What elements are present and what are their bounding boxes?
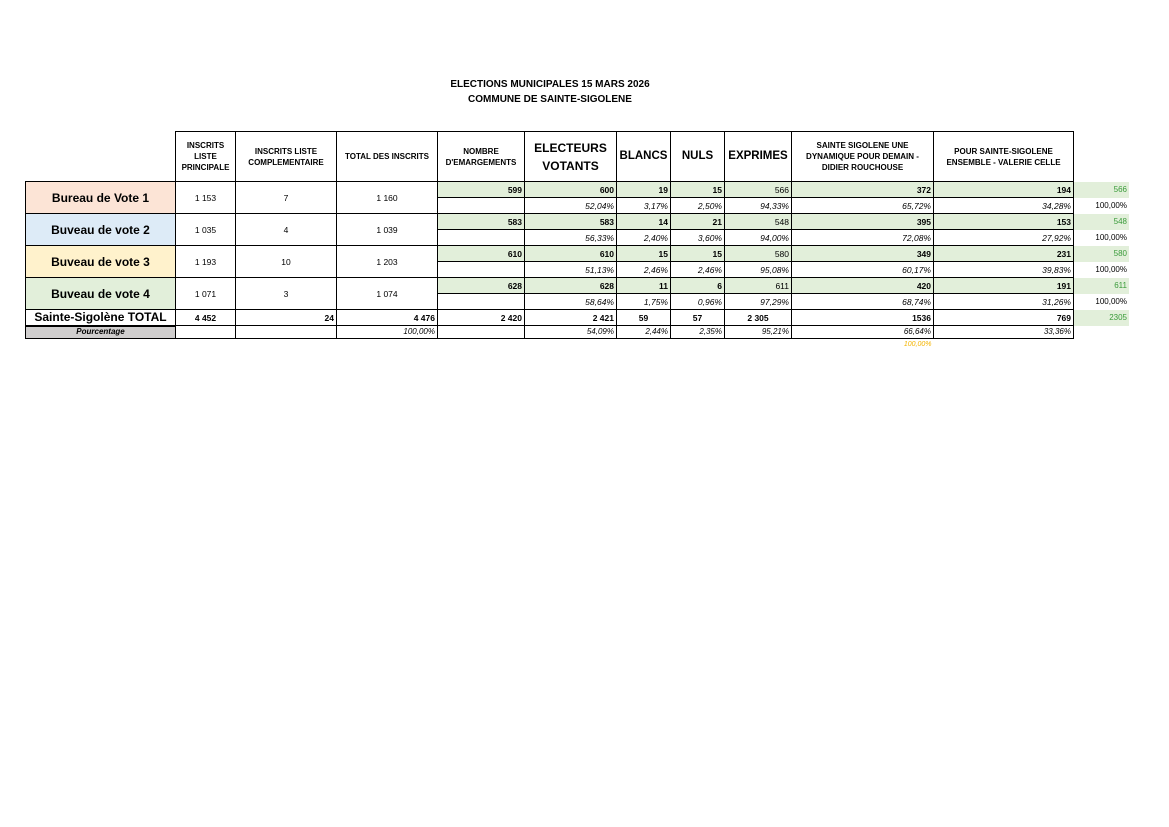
liste1-value: 395 (792, 214, 934, 230)
total-emargements: 2 420 (438, 310, 525, 326)
header-votants: ELECTEURS VOTANTS (525, 132, 617, 182)
liste1-value: 372 (792, 182, 934, 198)
bureau-row (26, 182, 1130, 198)
side-check-pct: 100,00% (1095, 232, 1127, 242)
percentage-label: Pourcentage (26, 326, 176, 339)
side-check-value: 566 (1074, 182, 1130, 198)
note-empty (236, 339, 337, 351)
emargements-pct-empty (438, 262, 525, 278)
note-empty (671, 339, 725, 351)
exprimes-pct: 94,00% (725, 230, 792, 246)
total-blancs: 59 (617, 310, 671, 326)
exprimes-value: 580 (725, 246, 792, 262)
pct-complementaire-empty (236, 326, 337, 339)
blancs-pct: 1,75% (617, 294, 671, 310)
corner-cell (26, 132, 176, 182)
total-nuls: 57 (671, 310, 725, 326)
total-label: Sainte-Sigolène TOTAL (26, 310, 176, 326)
pct-total: 100,00% (337, 326, 438, 339)
side-check-pct: 100,00% (1095, 264, 1127, 274)
votants-pct: 56,33% (525, 230, 617, 246)
results-table (25, 131, 1130, 351)
pct-liste1: 66,64% (792, 326, 934, 339)
total-inscrits: 1 074 (337, 278, 438, 310)
total-liste1: 1536 (792, 310, 934, 326)
header-nuls: NULS (671, 132, 725, 182)
bureau-row (26, 278, 1130, 294)
votants-pct: 51,13% (525, 262, 617, 278)
nuls-value: 6 (671, 278, 725, 294)
header-liste2: POUR SAINTE-SIGOLENE ENSEMBLE - VALERIE CELLE (934, 132, 1074, 182)
header-inscrits-complementaire: INSCRITS LISTE COMPLEMENTAIRE (236, 132, 337, 182)
side-check-value: 580 (1074, 246, 1130, 262)
bureau-name: Buveau de vote 3 (26, 246, 176, 278)
bureau-name: Buveau de vote 4 (26, 278, 176, 310)
inscrits-complementaire: 10 (236, 246, 337, 278)
pct-side-empty (1074, 326, 1130, 339)
total-votants: 2 421 (525, 310, 617, 326)
blancs-value: 15 (617, 246, 671, 262)
nuls-pct: 2,46% (671, 262, 725, 278)
liste1-pct: 60,17% (792, 262, 934, 278)
nuls-pct: 0,96% (671, 294, 725, 310)
liste2-value: 194 (934, 182, 1074, 198)
pct-emargements-empty (438, 326, 525, 339)
note-empty (934, 339, 1074, 351)
exprimes-pct: 94,33% (725, 198, 792, 214)
total-complementaire: 24 (236, 310, 337, 326)
inscrits-principale: 1 071 (176, 278, 236, 310)
pct-nuls: 2,35% (671, 326, 725, 339)
nuls-value: 15 (671, 182, 725, 198)
header-total-inscrits: TOTAL DES INSCRITS (337, 132, 438, 182)
side-check-pct: 100,00% (1095, 296, 1127, 306)
exprimes-value: 566 (725, 182, 792, 198)
note-empty (617, 339, 671, 351)
liste1-pct: 72,08% (792, 230, 934, 246)
pct-blancs: 2,44% (617, 326, 671, 339)
votants-value: 583 (525, 214, 617, 230)
note-empty (438, 339, 525, 351)
emargements-pct-empty (438, 230, 525, 246)
votants-value: 610 (525, 246, 617, 262)
total-principale: 4 452 (176, 310, 236, 326)
pct-principale-empty (176, 326, 236, 339)
pct-liste2: 33,36% (934, 326, 1074, 339)
total-liste2: 769 (934, 310, 1074, 326)
blancs-value: 19 (617, 182, 671, 198)
pct-votants: 54,09% (525, 326, 617, 339)
liste1-pct: 68,74% (792, 294, 934, 310)
liste1-value: 349 (792, 246, 934, 262)
header-emargements: NOMBRE D'EMARGEMENTS (438, 132, 525, 182)
votants-pct: 52,04% (525, 198, 617, 214)
header-liste1: SAINTE SIGOLENE UNE DYNAMIQUE POUR DEMAIN - DIDIER ROUCHOUSE (792, 132, 934, 182)
emargements-value: 610 (438, 246, 525, 262)
note-row (26, 339, 1130, 351)
inscrits-complementaire: 4 (236, 214, 337, 246)
total-inscrits: 1 203 (337, 246, 438, 278)
emargements-pct-empty (438, 198, 525, 214)
emargements-value: 599 (438, 182, 525, 198)
blancs-pct: 3,17% (617, 198, 671, 214)
liste2-value: 153 (934, 214, 1074, 230)
emargements-value: 628 (438, 278, 525, 294)
nuls-value: 21 (671, 214, 725, 230)
note-empty (176, 339, 236, 351)
liste2-pct: 27,92% (934, 230, 1074, 246)
liste2-pct: 34,28% (934, 198, 1074, 214)
note-empty (725, 339, 792, 351)
total-side-check: 2305 (1074, 310, 1130, 326)
liste2-value: 191 (934, 278, 1074, 294)
header-row (26, 132, 1130, 182)
total-row (26, 310, 1130, 326)
emargements-pct-empty (438, 294, 525, 310)
nuls-value: 15 (671, 246, 725, 262)
bureau-row (26, 246, 1130, 262)
votants-value: 628 (525, 278, 617, 294)
emargements-value: 583 (438, 214, 525, 230)
exprimes-value: 611 (725, 278, 792, 294)
side-header (1074, 132, 1130, 182)
blancs-pct: 2,46% (617, 262, 671, 278)
side-check-value: 548 (1074, 214, 1130, 230)
inscrits-complementaire: 7 (236, 182, 337, 214)
inscrits-principale: 1 035 (176, 214, 236, 246)
note-empty (525, 339, 617, 351)
exprimes-value: 548 (725, 214, 792, 230)
bureau-row (26, 214, 1130, 230)
liste1-value: 420 (792, 278, 934, 294)
liste2-pct: 31,26% (934, 294, 1074, 310)
nuls-pct: 3,60% (671, 230, 725, 246)
note-empty (26, 339, 176, 351)
exprimes-pct: 97,29% (725, 294, 792, 310)
votants-pct: 58,64% (525, 294, 617, 310)
liste1-pct: 65,72% (792, 198, 934, 214)
header-inscrits-principale: INSCRITS LISTE PRINCIPALE (176, 132, 236, 182)
inscrits-principale: 1 153 (176, 182, 236, 214)
total-inscrits: 1 160 (337, 182, 438, 214)
nuls-pct: 2,50% (671, 198, 725, 214)
liste2-value: 231 (934, 246, 1074, 262)
total-total: 4 476 (337, 310, 438, 326)
inscrits-principale: 1 193 (176, 246, 236, 278)
blancs-value: 14 (617, 214, 671, 230)
votants-value: 600 (525, 182, 617, 198)
total-exprimes: 2 305 (725, 310, 792, 326)
exprimes-pct: 95,08% (725, 262, 792, 278)
inscrits-complementaire: 3 (236, 278, 337, 310)
side-check-value: 611 (1074, 278, 1130, 294)
side-check-pct: 100,00% (1095, 200, 1127, 210)
total-inscrits: 1 039 (337, 214, 438, 246)
bureau-name: Bureau de Vote 1 (26, 182, 176, 214)
note-empty (337, 339, 438, 351)
bureau-name: Buveau de vote 2 (26, 214, 176, 246)
liste-sum-note: 100,00% (903, 340, 932, 348)
blancs-value: 11 (617, 278, 671, 294)
title-line-1: ELECTIONS MUNICIPALES 15 MARS 2026 (450, 79, 650, 90)
title-line-2: COMMUNE DE SAINTE-SIGOLENE (468, 94, 632, 105)
note-empty (1074, 339, 1130, 351)
percentage-row (26, 326, 1130, 339)
header-exprimes: EXPRIMES (725, 132, 792, 182)
header-blancs: BLANCS (617, 132, 671, 182)
blancs-pct: 2,40% (617, 230, 671, 246)
liste2-pct: 39,83% (934, 262, 1074, 278)
pct-exprimes: 95,21% (725, 326, 792, 339)
